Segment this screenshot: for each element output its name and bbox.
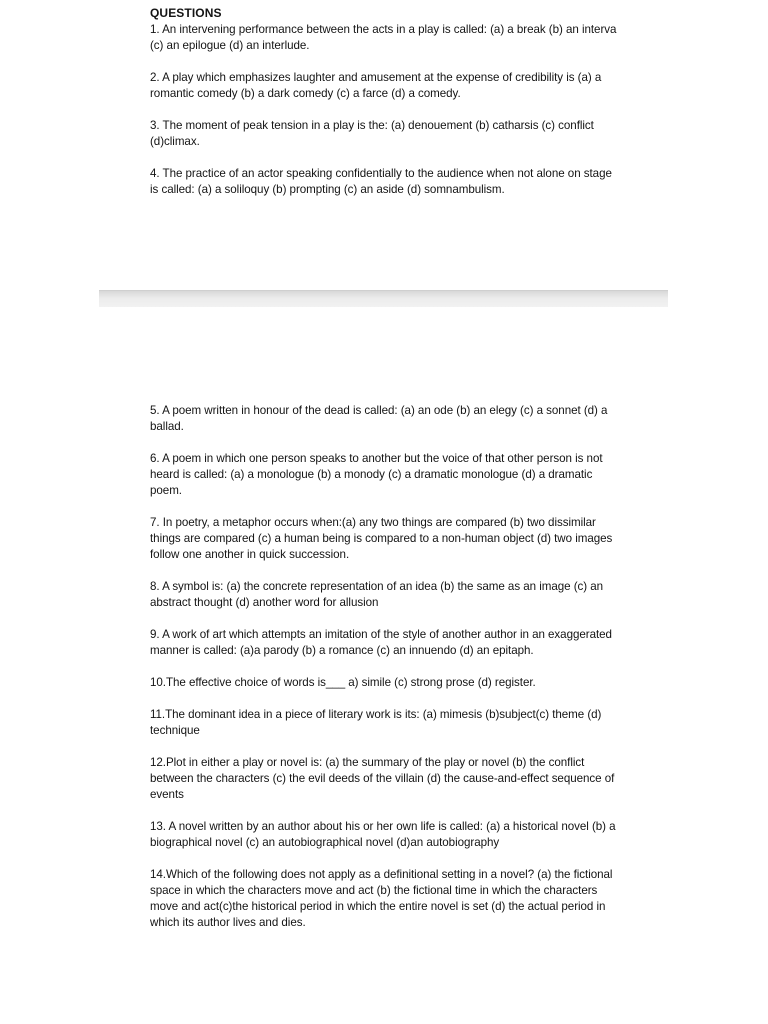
question-line: heard is called: (a) a monologue (b) a monody (c) a dramatic monologue (d) a dramatic (150, 468, 593, 481)
question-line: which its author lives and dies. (150, 916, 306, 929)
question-item (150, 755, 668, 803)
page-2-content (150, 403, 668, 947)
question-item (150, 22, 668, 54)
page-1-content (150, 5, 668, 214)
question-line: 14.Which of the following does not apply as a definitional setting in a novel? (a) the fictional (150, 868, 613, 881)
question-line: 5. A poem written in honour of the dead is called: (a) an ode (b) an elegy (c) a sonnet (d) a (150, 404, 608, 417)
question-line: abstract thought (d) another word for allusion (150, 596, 379, 609)
question-line: 10.The effective choice of words is___ a) simile (c) strong prose (d) register. (150, 676, 536, 689)
question-line: poem. (150, 484, 182, 497)
question-item (150, 867, 668, 931)
question-item (150, 403, 668, 435)
question-line: 3. The moment of peak tension in a play is the: (a) denouement (b) catharsis (c) conflict (150, 119, 594, 132)
question-line: (d)climax. (150, 135, 200, 148)
page-2 (99, 307, 668, 947)
question-item (150, 515, 668, 563)
question-item (150, 118, 668, 150)
question-item (150, 627, 668, 659)
question-line: move and act(c)the historical period in which the entire novel is set (d) the actual period in (150, 900, 606, 913)
question-line: manner is called: (a)a parody (b) a romance (c) an innuendo (d) an epitaph. (150, 644, 534, 657)
question-item (150, 707, 668, 739)
question-line: events (150, 788, 184, 801)
question-line: 2. A play which emphasizes laughter and amusement at the expense of credibility is (a) a (150, 71, 602, 84)
question-line: is called: (a) a soliloquy (b) prompting (c) an aside (d) somnambulism. (150, 183, 505, 196)
question-item (150, 579, 668, 611)
question-item (150, 451, 668, 499)
question-line: 11.The dominant idea in a piece of literary work is its: (a) mimesis (b)subject(c) theme (d) (150, 708, 602, 721)
question-line: romantic comedy (b) a dark comedy (c) a farce (d) a comedy. (150, 87, 461, 100)
question-line: 8. A symbol is: (a) the concrete representation of an idea (b) the same as an image (c) an (150, 580, 604, 593)
question-line: 13. A novel written by an author about his or her own life is called: (a) a historical novel (b) a (150, 820, 616, 833)
question-item (150, 819, 668, 851)
question-item (150, 675, 668, 691)
question-line: ballad. (150, 420, 184, 433)
questions-heading: QUESTIONS (150, 6, 222, 20)
page-1 (99, 0, 668, 292)
question-line: follow one another in quick succession. (150, 548, 350, 561)
question-line: 9. A work of art which attempts an imitation of the style of another author in an exaggerated (150, 628, 612, 641)
question-line: 12.Plot in either a play or novel is: (a) the summary of the play or novel (b) the conflict (150, 756, 585, 769)
question-line: space in which the characters move and act (b) the fictional time in which the characters (150, 884, 598, 897)
question-line: 6. A poem in which one person speaks to another but the voice of that other person is not (150, 452, 603, 465)
question-line: between the characters (c) the evil deeds of the villain (d) the cause-and-effect sequence of (150, 772, 615, 785)
question-item (150, 166, 668, 198)
question-line: things are compared (c) a human being is compared to a non-human object (d) two images (150, 532, 613, 545)
question-line: (c) an epilogue (d) an interlude. (150, 39, 310, 52)
question-list-top (150, 22, 668, 198)
question-line: 1. An intervening performance between the acts in a play is called: (a) a break (b) an interva (150, 23, 617, 36)
question-line: technique (150, 724, 200, 737)
question-line: biographical novel (c) an autobiographical novel (d)an autobiography (150, 836, 500, 849)
question-list-bottom (150, 403, 668, 931)
question-item (150, 70, 668, 102)
question-line: 7. In poetry, a metaphor occurs when:(a) any two things are compared (b) two dissimilar (150, 516, 596, 529)
question-line: 4. The practice of an actor speaking confidentially to the audience when not alone on stage (150, 167, 612, 180)
